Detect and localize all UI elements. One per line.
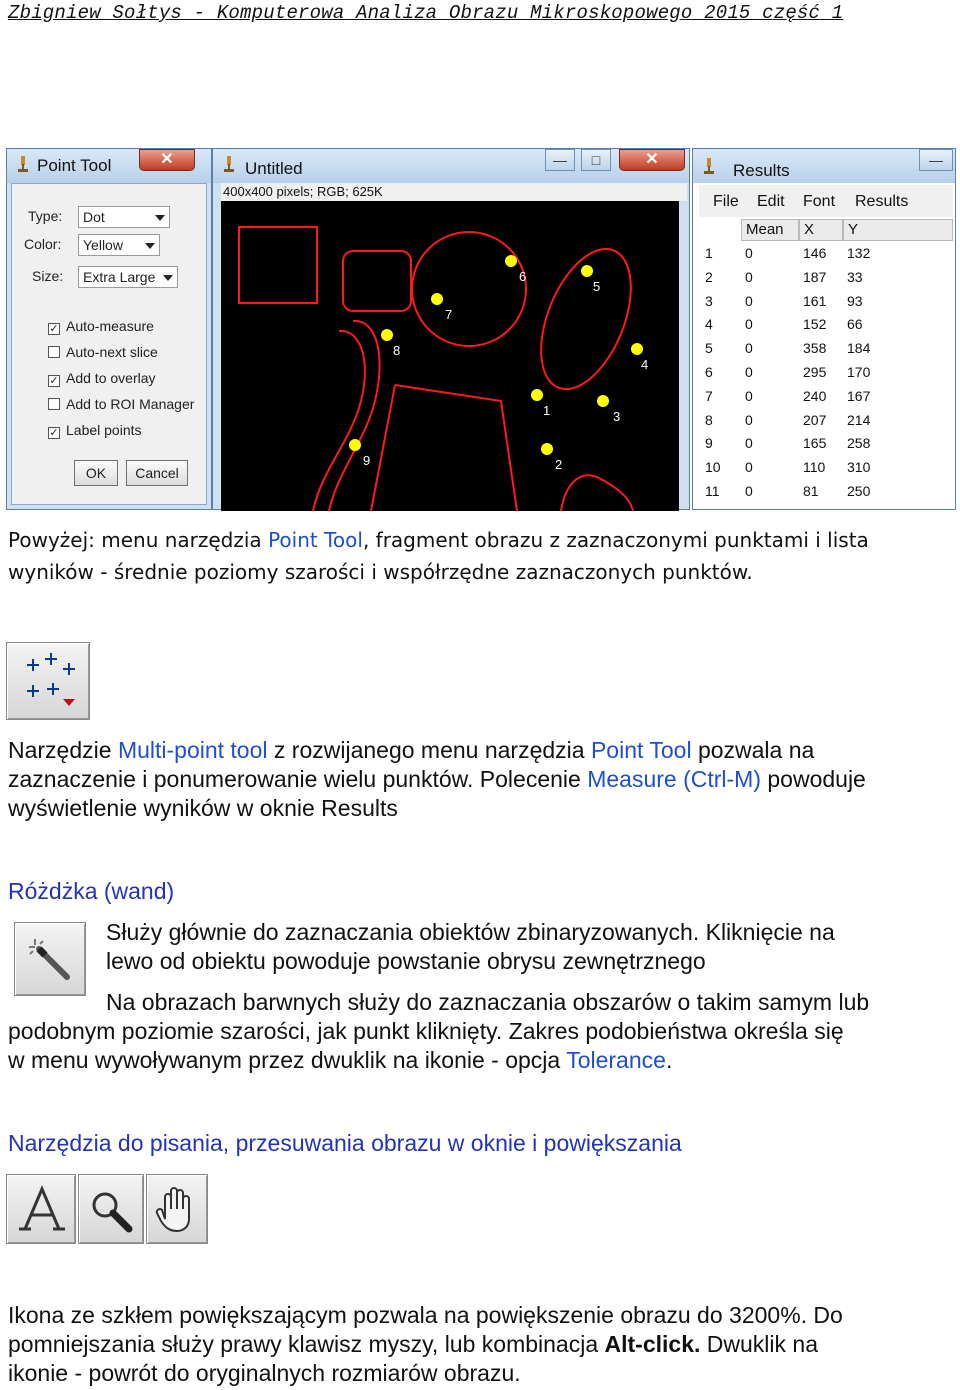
checkbox-label: Label points xyxy=(66,422,142,438)
point-label: 4 xyxy=(641,357,649,372)
row-index: 4 xyxy=(705,316,713,333)
table-cell: 310 xyxy=(847,459,871,476)
wand-line-1: Służy głównie do zaznaczania obiektów zbinaryzowanych. Kliknięcie na xyxy=(106,919,835,945)
paragraph-text: Dwuklik na xyxy=(700,1331,818,1357)
results-minimize-button[interactable]: — xyxy=(919,149,953,171)
image-window-title: Untitled xyxy=(245,159,303,178)
table-cell: 0 xyxy=(745,364,753,380)
zoom-line-1: Ikona ze szkłem powiększającym pozwala na powiększenie obrazu do 3200%. Do xyxy=(8,1302,843,1328)
size-label: Size: xyxy=(32,268,64,284)
microscope-icon xyxy=(15,155,31,175)
table-cell: 0 xyxy=(745,459,753,476)
table-cell: 258 xyxy=(847,435,871,452)
paragraph-text: Narzędzie xyxy=(8,737,118,763)
paragraph-text: pomniejszania służy prawy klawisz myszy, lub kombinacja xyxy=(8,1331,605,1357)
cancel-button[interactable]: Cancel xyxy=(126,460,188,486)
table-cell: 33 xyxy=(847,268,863,285)
paragraph-highlight: Tolerance xyxy=(566,1047,666,1073)
zoom-line-3: ikonie - powrót do oryginalnych rozmiarów obrazu. xyxy=(8,1360,521,1386)
table-cell: 295 xyxy=(803,364,827,380)
table-cell: 167 xyxy=(847,387,871,404)
size-select[interactable] xyxy=(78,266,178,288)
wand-line-4: podobnym poziomie szarości, jak punkt kliknięty. Zakres podobieństwa określa się xyxy=(8,1018,844,1044)
paragraph-text: z rozwijanego menu narzędzia xyxy=(267,737,591,763)
paragraph-text: pozwala na xyxy=(691,737,815,763)
table-cell: 152 xyxy=(803,316,827,333)
point-label: 1 xyxy=(543,403,551,418)
row-index: 11 xyxy=(705,483,720,499)
zoom-line-2 xyxy=(8,1330,818,1359)
table-cell: 0 xyxy=(745,435,753,452)
wand-heading: Różdżka (wand) xyxy=(8,878,175,904)
row-index: 2 xyxy=(705,268,713,285)
row-index: 8 xyxy=(705,411,713,428)
checkbox-box: ✓ xyxy=(49,427,59,439)
point-tool-close-button[interactable]: ✕ xyxy=(139,149,195,171)
table-cell: 0 xyxy=(745,316,753,333)
point-marker xyxy=(505,255,517,267)
point-marker xyxy=(597,395,609,407)
checkbox-label: Add to overlay xyxy=(66,370,156,386)
chevron-down-icon xyxy=(155,215,165,221)
microscope-icon xyxy=(701,157,717,177)
point-marker xyxy=(349,439,361,451)
column-header-mean[interactable]: Mean xyxy=(741,219,799,241)
point-marker xyxy=(581,265,593,277)
paragraph-bold: Alt-click. xyxy=(604,1331,701,1357)
menu-font[interactable]: Font xyxy=(803,193,836,210)
point-label: 2 xyxy=(555,457,563,472)
menu-edit[interactable]: Edit xyxy=(757,193,785,210)
document-header: Zbigniew Sołtys - Komputerowa Analiza Obrazu Mikroskopowego 2015 część 1 xyxy=(8,2,844,24)
point-label: 9 xyxy=(363,453,371,468)
row-index: 3 xyxy=(705,292,713,309)
caption-text: , fragment obrazu z zaznaczonymi punktami i lista xyxy=(362,528,869,552)
paragraph-text: . xyxy=(665,1047,673,1073)
hand-tool-button[interactable] xyxy=(146,1174,208,1244)
table-cell: 81 xyxy=(803,483,819,499)
image-window xyxy=(212,148,690,510)
wand-line-2: lewo od obiektu powoduje powstanie obrysu zewnętrznego xyxy=(106,948,706,974)
paragraph-highlight: Measure (Ctrl-M) xyxy=(587,766,761,792)
multipoint-line-1 xyxy=(8,736,814,765)
point-marker xyxy=(381,329,393,341)
microscope-icon xyxy=(221,155,237,175)
table-cell: 110 xyxy=(803,459,826,476)
add-to-roi-manager-checkbox[interactable] xyxy=(48,396,194,412)
wand-line-3: Na obrazach barwnych służy do zaznaczania obszarów o takim samym lub xyxy=(106,989,870,1015)
checkbox-box xyxy=(48,346,60,358)
paragraph-text: zaznaczenie i ponumerowanie wielu punktów. Polecenie xyxy=(8,766,588,792)
row-index: 9 xyxy=(705,435,713,452)
row-index: 5 xyxy=(705,340,713,357)
point-marker xyxy=(431,293,443,305)
results-window xyxy=(692,148,956,510)
label-points-checkbox[interactable] xyxy=(48,422,142,439)
crosshairs-icon xyxy=(7,643,91,721)
table-cell: 207 xyxy=(803,411,827,428)
checkbox-label: Auto-measure xyxy=(66,318,154,334)
type-value: Dot xyxy=(83,209,105,225)
maximize-button[interactable]: □ xyxy=(581,149,611,171)
column-header-x[interactable]: X xyxy=(799,219,843,241)
multipoint-line-2 xyxy=(8,765,866,794)
size-value: Extra Large xyxy=(83,269,156,285)
table-cell: 0 xyxy=(745,268,753,285)
table-cell: 184 xyxy=(847,340,871,357)
tools-heading: Narzędzia do pisania, przesuwania obrazu w oknie i powiększania xyxy=(8,1130,682,1156)
color-label: Color: xyxy=(24,236,62,252)
point-label: 8 xyxy=(393,343,401,358)
table-cell: 170 xyxy=(847,364,871,380)
checkbox-label: Auto-next slice xyxy=(66,344,158,360)
table-cell: 0 xyxy=(745,245,753,261)
table-cell: 358 xyxy=(803,340,827,357)
point-label: 7 xyxy=(445,307,453,322)
wand-line-5 xyxy=(8,1046,672,1075)
table-cell: 132 xyxy=(847,245,871,261)
table-cell: 0 xyxy=(745,340,753,357)
table-cell: 250 xyxy=(847,483,871,499)
color-select[interactable] xyxy=(78,234,160,256)
chevron-down-icon xyxy=(163,275,173,281)
table-cell: 214 xyxy=(847,411,871,428)
checkbox-box: ✓ xyxy=(49,323,59,335)
text-tool-button[interactable] xyxy=(6,1174,76,1244)
table-cell: 0 xyxy=(745,387,753,404)
multi-point-tool-icon[interactable] xyxy=(6,642,90,720)
table-cell: 0 xyxy=(745,483,753,499)
point-label: 5 xyxy=(593,279,601,294)
paragraph-highlight: Point Tool xyxy=(590,737,692,763)
column-header-y[interactable]: Y xyxy=(843,219,953,241)
checkbox-box xyxy=(48,398,60,410)
point-tool-title: Point Tool xyxy=(37,156,112,175)
point-tool-panel xyxy=(11,183,207,505)
table-cell: 0 xyxy=(745,411,753,428)
table-cell: 161 xyxy=(803,292,827,309)
point-marker xyxy=(541,443,553,455)
multipoint-line-3: wyświetlenie wyników w oknie Results xyxy=(8,795,398,821)
table-cell: 0 xyxy=(745,292,753,309)
table-cell: 187 xyxy=(803,268,827,285)
point-label: 3 xyxy=(613,409,621,424)
checkbox-label: Add to ROI Manager xyxy=(66,396,195,412)
row-index: 10 xyxy=(705,459,721,476)
image-canvas[interactable] xyxy=(221,201,679,511)
letter-a-icon xyxy=(7,1175,77,1245)
minimize-button[interactable]: — xyxy=(545,149,575,171)
menu-results[interactable]: Results xyxy=(855,193,909,210)
caption-line-2: wyników - średnie poziomy szarości i współrzędne zaznaczonych punktów. xyxy=(8,560,753,584)
auto-measure-checkbox[interactable] xyxy=(48,318,154,335)
row-index: 6 xyxy=(705,364,713,380)
image-window-close-button[interactable]: ✕ xyxy=(619,149,685,171)
ok-button[interactable]: OK xyxy=(74,460,118,486)
table-cell: 93 xyxy=(847,292,863,309)
caption-line-1 xyxy=(8,524,869,556)
paragraph-text: w menu wywoływanym przez dwuklik na ikonie - opcja xyxy=(8,1047,567,1073)
table-cell: 66 xyxy=(847,316,863,333)
caption-highlight: Point Tool xyxy=(268,528,363,552)
image-info-bar: 400x400 pixels; RGB; 625K xyxy=(221,183,687,201)
zoom-tool-button[interactable] xyxy=(78,1174,144,1244)
table-cell: 146 xyxy=(803,245,827,261)
point-marker xyxy=(631,343,643,355)
magic-wand-icon xyxy=(15,923,87,997)
paragraph-highlight: Multi-point tool xyxy=(117,737,268,763)
row-index: 7 xyxy=(705,387,713,404)
point-label: 6 xyxy=(519,269,527,284)
checkbox-box: ✓ xyxy=(49,375,59,387)
row-index: 1 xyxy=(705,245,713,261)
point-marker xyxy=(531,389,543,401)
point-tool-window xyxy=(6,148,212,510)
type-select[interactable] xyxy=(78,206,170,228)
table-cell: 165 xyxy=(803,435,827,452)
type-label: Type: xyxy=(28,208,63,224)
chevron-down-icon xyxy=(145,243,155,249)
color-value: Yellow xyxy=(83,237,123,253)
menu-file[interactable]: File xyxy=(713,193,739,210)
caption-text: Powyżej: menu narzędzia xyxy=(8,528,269,552)
magnifier-icon xyxy=(79,1175,145,1245)
results-title: Results xyxy=(733,161,790,180)
paragraph-text: powoduje xyxy=(760,766,866,792)
hand-icon xyxy=(147,1175,209,1245)
auto-next-slice-checkbox[interactable] xyxy=(48,344,158,360)
wand-tool-icon[interactable] xyxy=(14,922,86,996)
add-to-overlay-checkbox[interactable] xyxy=(48,370,156,387)
table-cell: 240 xyxy=(803,387,827,404)
